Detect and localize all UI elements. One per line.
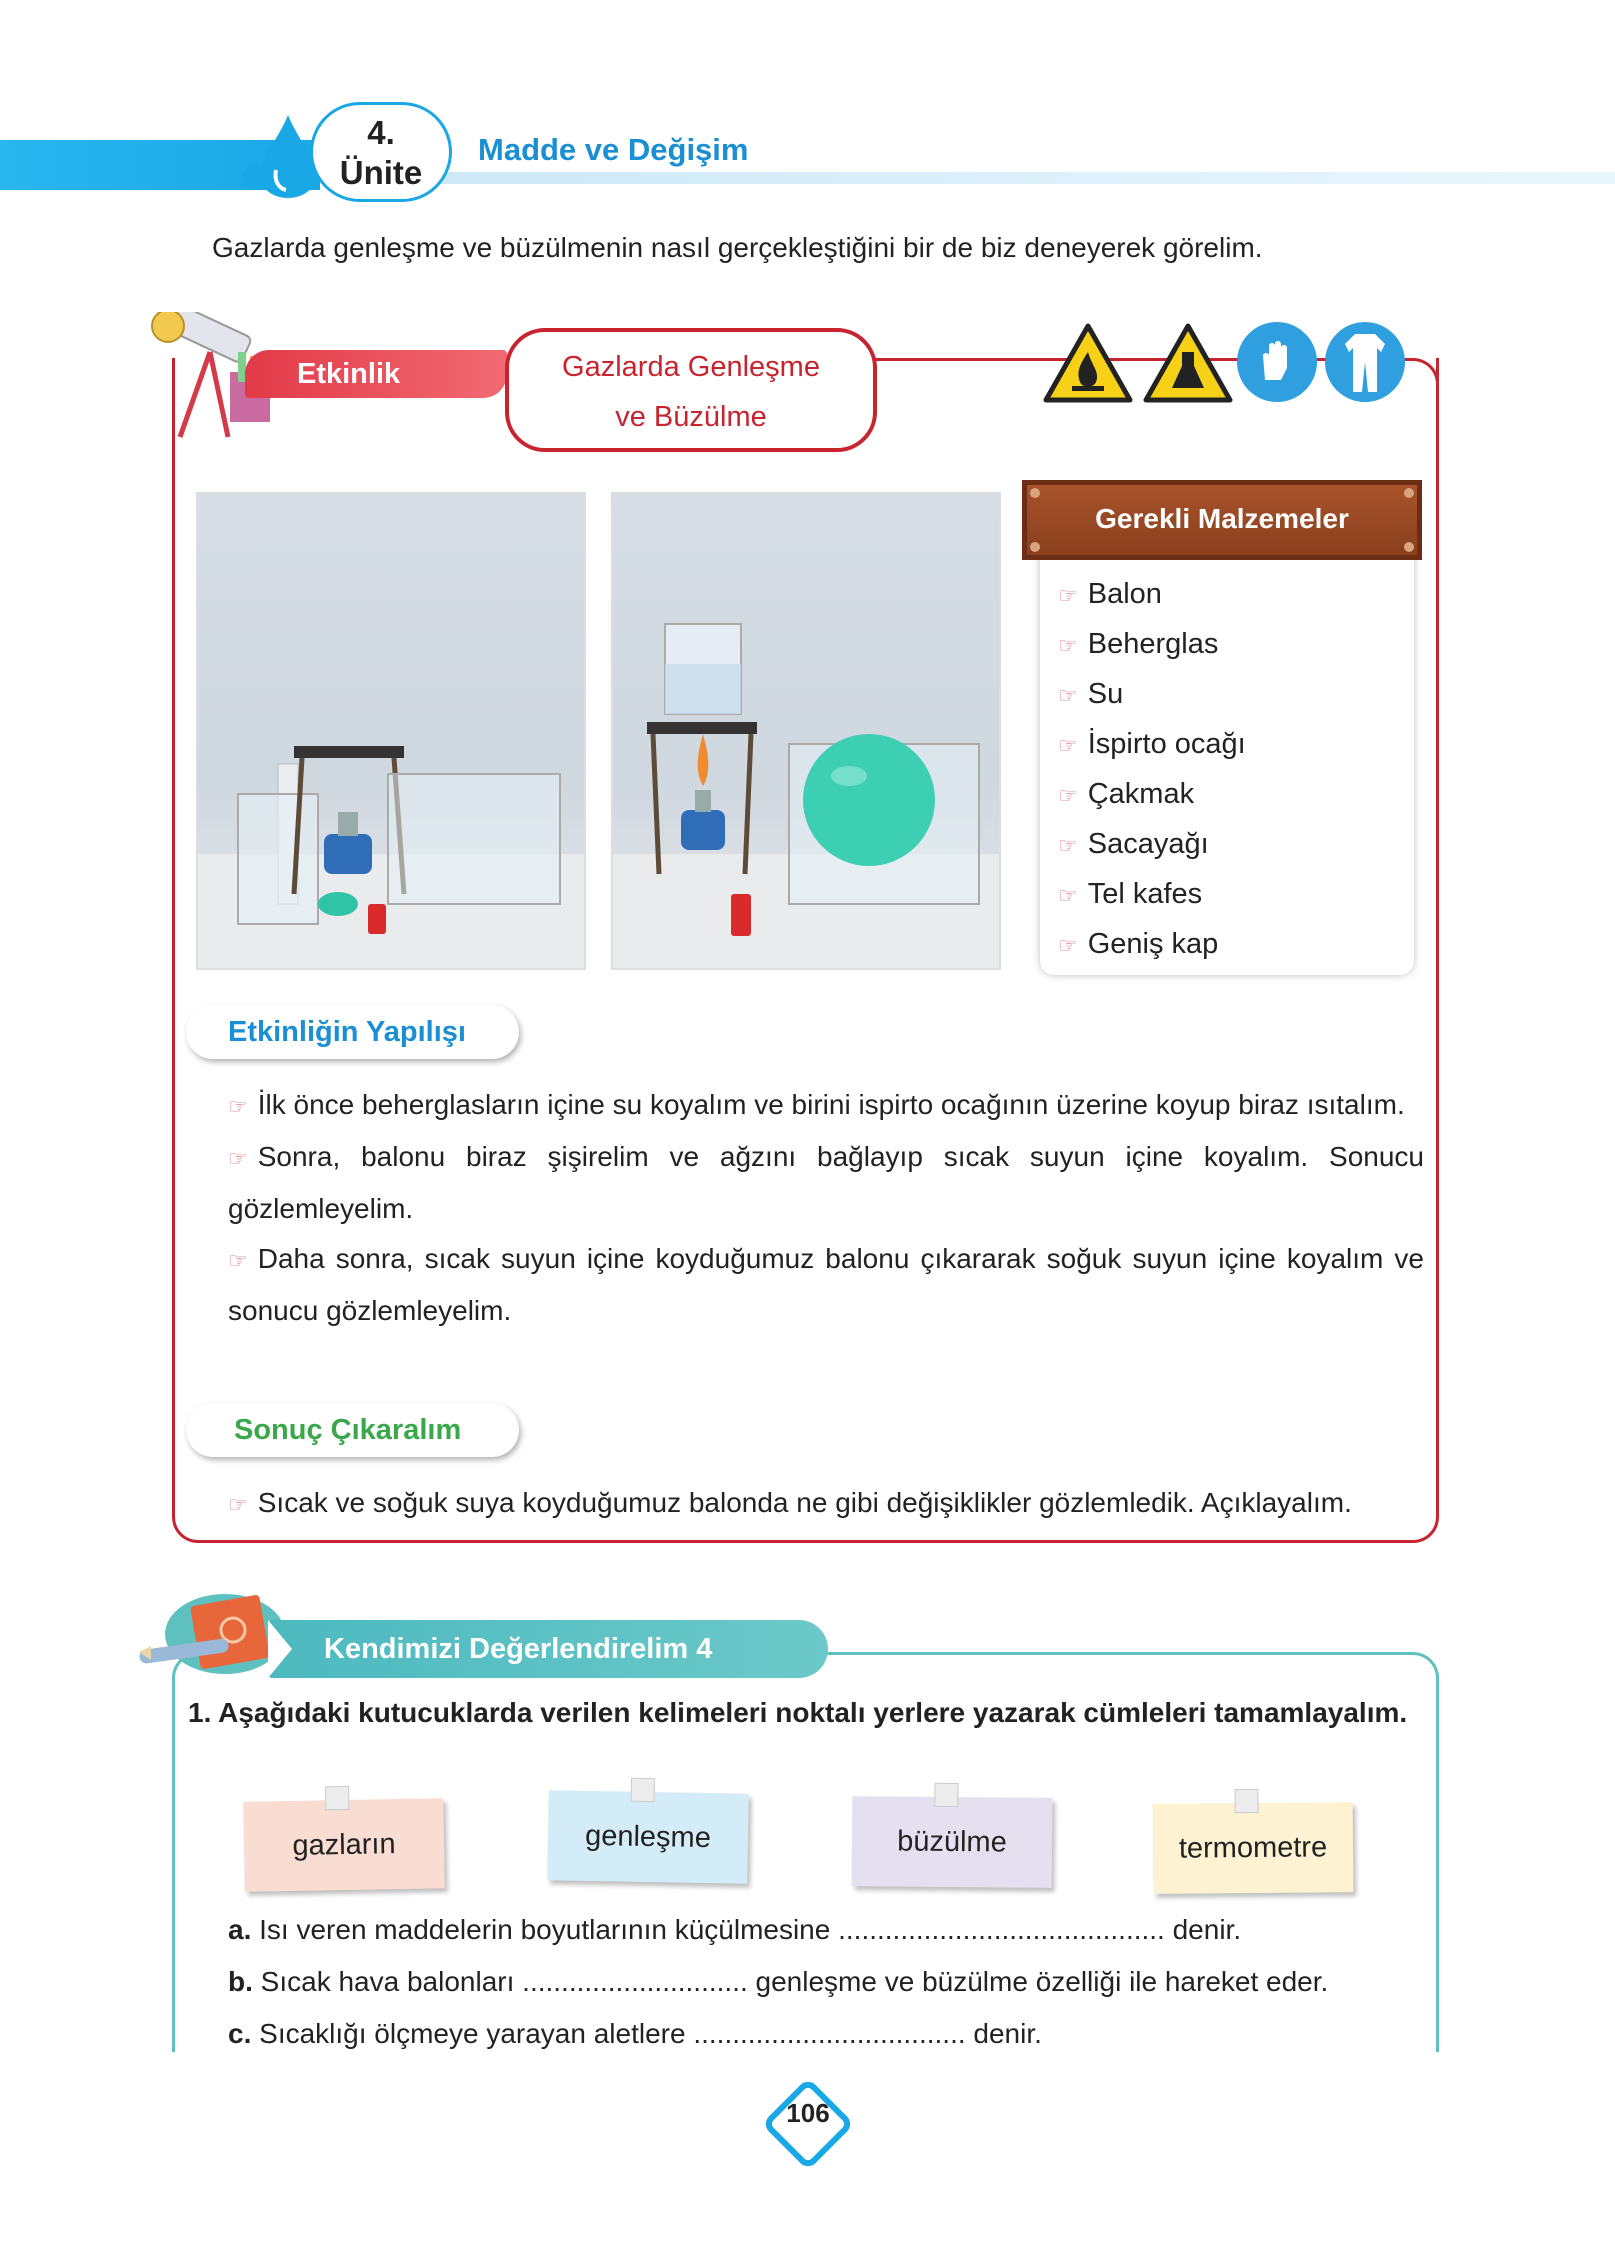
- unit-label: Ünite: [339, 154, 423, 191]
- book-icon: [135, 1592, 285, 1682]
- word-card[interactable]: genleşme: [547, 1790, 749, 1883]
- pointing-hand-icon: ☞: [1058, 633, 1078, 658]
- fill-item-b: b. Sıcak hava balonları ............................. genleşme ve büzülme özelliği ile hareket eder.: [228, 1966, 1329, 1997]
- activity-title-line2: ve Büzülme: [615, 401, 767, 433]
- experiment-photo-setup: [196, 492, 586, 970]
- material-item: ☞ Beherglas: [1058, 628, 1219, 660]
- water-drop-icon: [238, 110, 318, 200]
- pointing-hand-icon: ☞: [1058, 733, 1078, 758]
- conclusion-title: Sonuç Çıkaralım: [186, 1403, 519, 1457]
- material-item: ☞ Sacayağı: [1058, 828, 1209, 860]
- tape: [934, 1783, 958, 1807]
- activity-tab: Etkinlik: [245, 350, 507, 398]
- sign-nail: [1404, 488, 1414, 498]
- activity-title-line1: Gazlarda Genleşme: [562, 351, 820, 383]
- conclusion-line: ☞ Sıcak ve soğuk suya koyduğumuz balonda ne gibi değişiklikler gözlemledik. Açıklayalım.: [228, 1487, 1352, 1518]
- header-line: [440, 172, 1615, 184]
- unit-number: 4.: [367, 114, 395, 151]
- procedure-step: ☞ Daha sonra, sıcak suyun içine koyduğumuz balonu çıkararak soğuk suyun içine koyalım ve sonucu gözlemleyelim.: [228, 1243, 1424, 1326]
- procedure-title: Etkinliğin Yapılışı: [186, 1005, 519, 1059]
- gloves-icon: [1237, 322, 1317, 402]
- materials-title: Gerekli Malzemeler: [1022, 480, 1422, 560]
- material-item: ☞ Balon: [1058, 578, 1162, 610]
- tape: [1234, 1789, 1258, 1813]
- pointing-hand-icon: ☞: [1058, 783, 1078, 808]
- pointing-hand-icon: ☞: [228, 1094, 248, 1119]
- sign-nail: [1030, 542, 1040, 552]
- experiment-photo-heating: [611, 492, 1001, 970]
- word-card[interactable]: termometre: [1153, 1802, 1354, 1894]
- unit-badge: [310, 102, 452, 202]
- material-item: ☞ Çakmak: [1058, 778, 1195, 810]
- pointing-hand-icon: ☞: [1058, 583, 1078, 608]
- procedure-steps: [188, 1080, 1424, 1336]
- fill-item-c: c. Sıcaklığı ölçmeye yarayan aletlere ................................... denir.: [228, 2018, 1042, 2049]
- flammable-warning-icon: [1042, 322, 1134, 404]
- pointing-hand-icon: ☞: [228, 1492, 248, 1517]
- pointing-hand-icon: ☞: [1058, 933, 1078, 958]
- procedure-step: ☞ İlk önce beherglasların içine su koyalım ve birini ispirto ocağının üzerine koyup biraz ısıtalım.: [228, 1089, 1405, 1120]
- tape: [631, 1778, 655, 1802]
- intro-text: Gazlarda genleşme ve büzülmenin nasıl gerçekleştiğini bir de biz deneyerek görelim.: [212, 232, 1263, 263]
- material-item: ☞ Geniş kap: [1058, 928, 1219, 960]
- pointing-hand-icon: ☞: [1058, 833, 1078, 858]
- conclusion-text: [188, 1478, 1424, 1530]
- pointing-hand-icon: ☞: [1058, 883, 1078, 908]
- material-item: ☞ Tel kafes: [1058, 878, 1203, 910]
- sign-nail: [1030, 488, 1040, 498]
- fill-item-a: a. Isı veren maddelerin boyutlarının küçülmesine .......................................... denir.: [228, 1914, 1242, 1945]
- question-1: 1. Aşağıdaki kutucuklarda verilen kelimeleri noktalı yerlere yazarak cümleleri tamamlayalım.: [188, 1697, 1408, 1728]
- lab-coat-icon: [1325, 322, 1405, 402]
- pointing-hand-icon: ☞: [228, 1248, 248, 1273]
- activity-title: [505, 328, 877, 452]
- page-number: 106: [786, 2098, 830, 2128]
- material-item: ☞ Su: [1058, 678, 1124, 710]
- pointing-hand-icon: ☞: [228, 1146, 248, 1171]
- material-item: ☞ İspirto ocağı: [1058, 728, 1246, 760]
- word-card[interactable]: büzülme: [852, 1796, 1053, 1888]
- pointing-hand-icon: ☞: [1058, 683, 1078, 708]
- unit-title: Madde ve Değişim: [478, 132, 749, 167]
- chemical-warning-icon: [1142, 322, 1234, 404]
- tape: [325, 1786, 349, 1810]
- sign-nail: [1404, 542, 1414, 552]
- evaluation-title: Kendimizi Değerlendirelim 4: [268, 1620, 828, 1678]
- materials-list: [1058, 574, 1246, 974]
- word-card[interactable]: gazların: [243, 1798, 445, 1891]
- procedure-step: ☞ Sonra, balonu biraz şişirelim ve ağzını bağlayıp sıcak suyun içine koyalım. Sonucu gözlemleyelim.: [228, 1141, 1424, 1224]
